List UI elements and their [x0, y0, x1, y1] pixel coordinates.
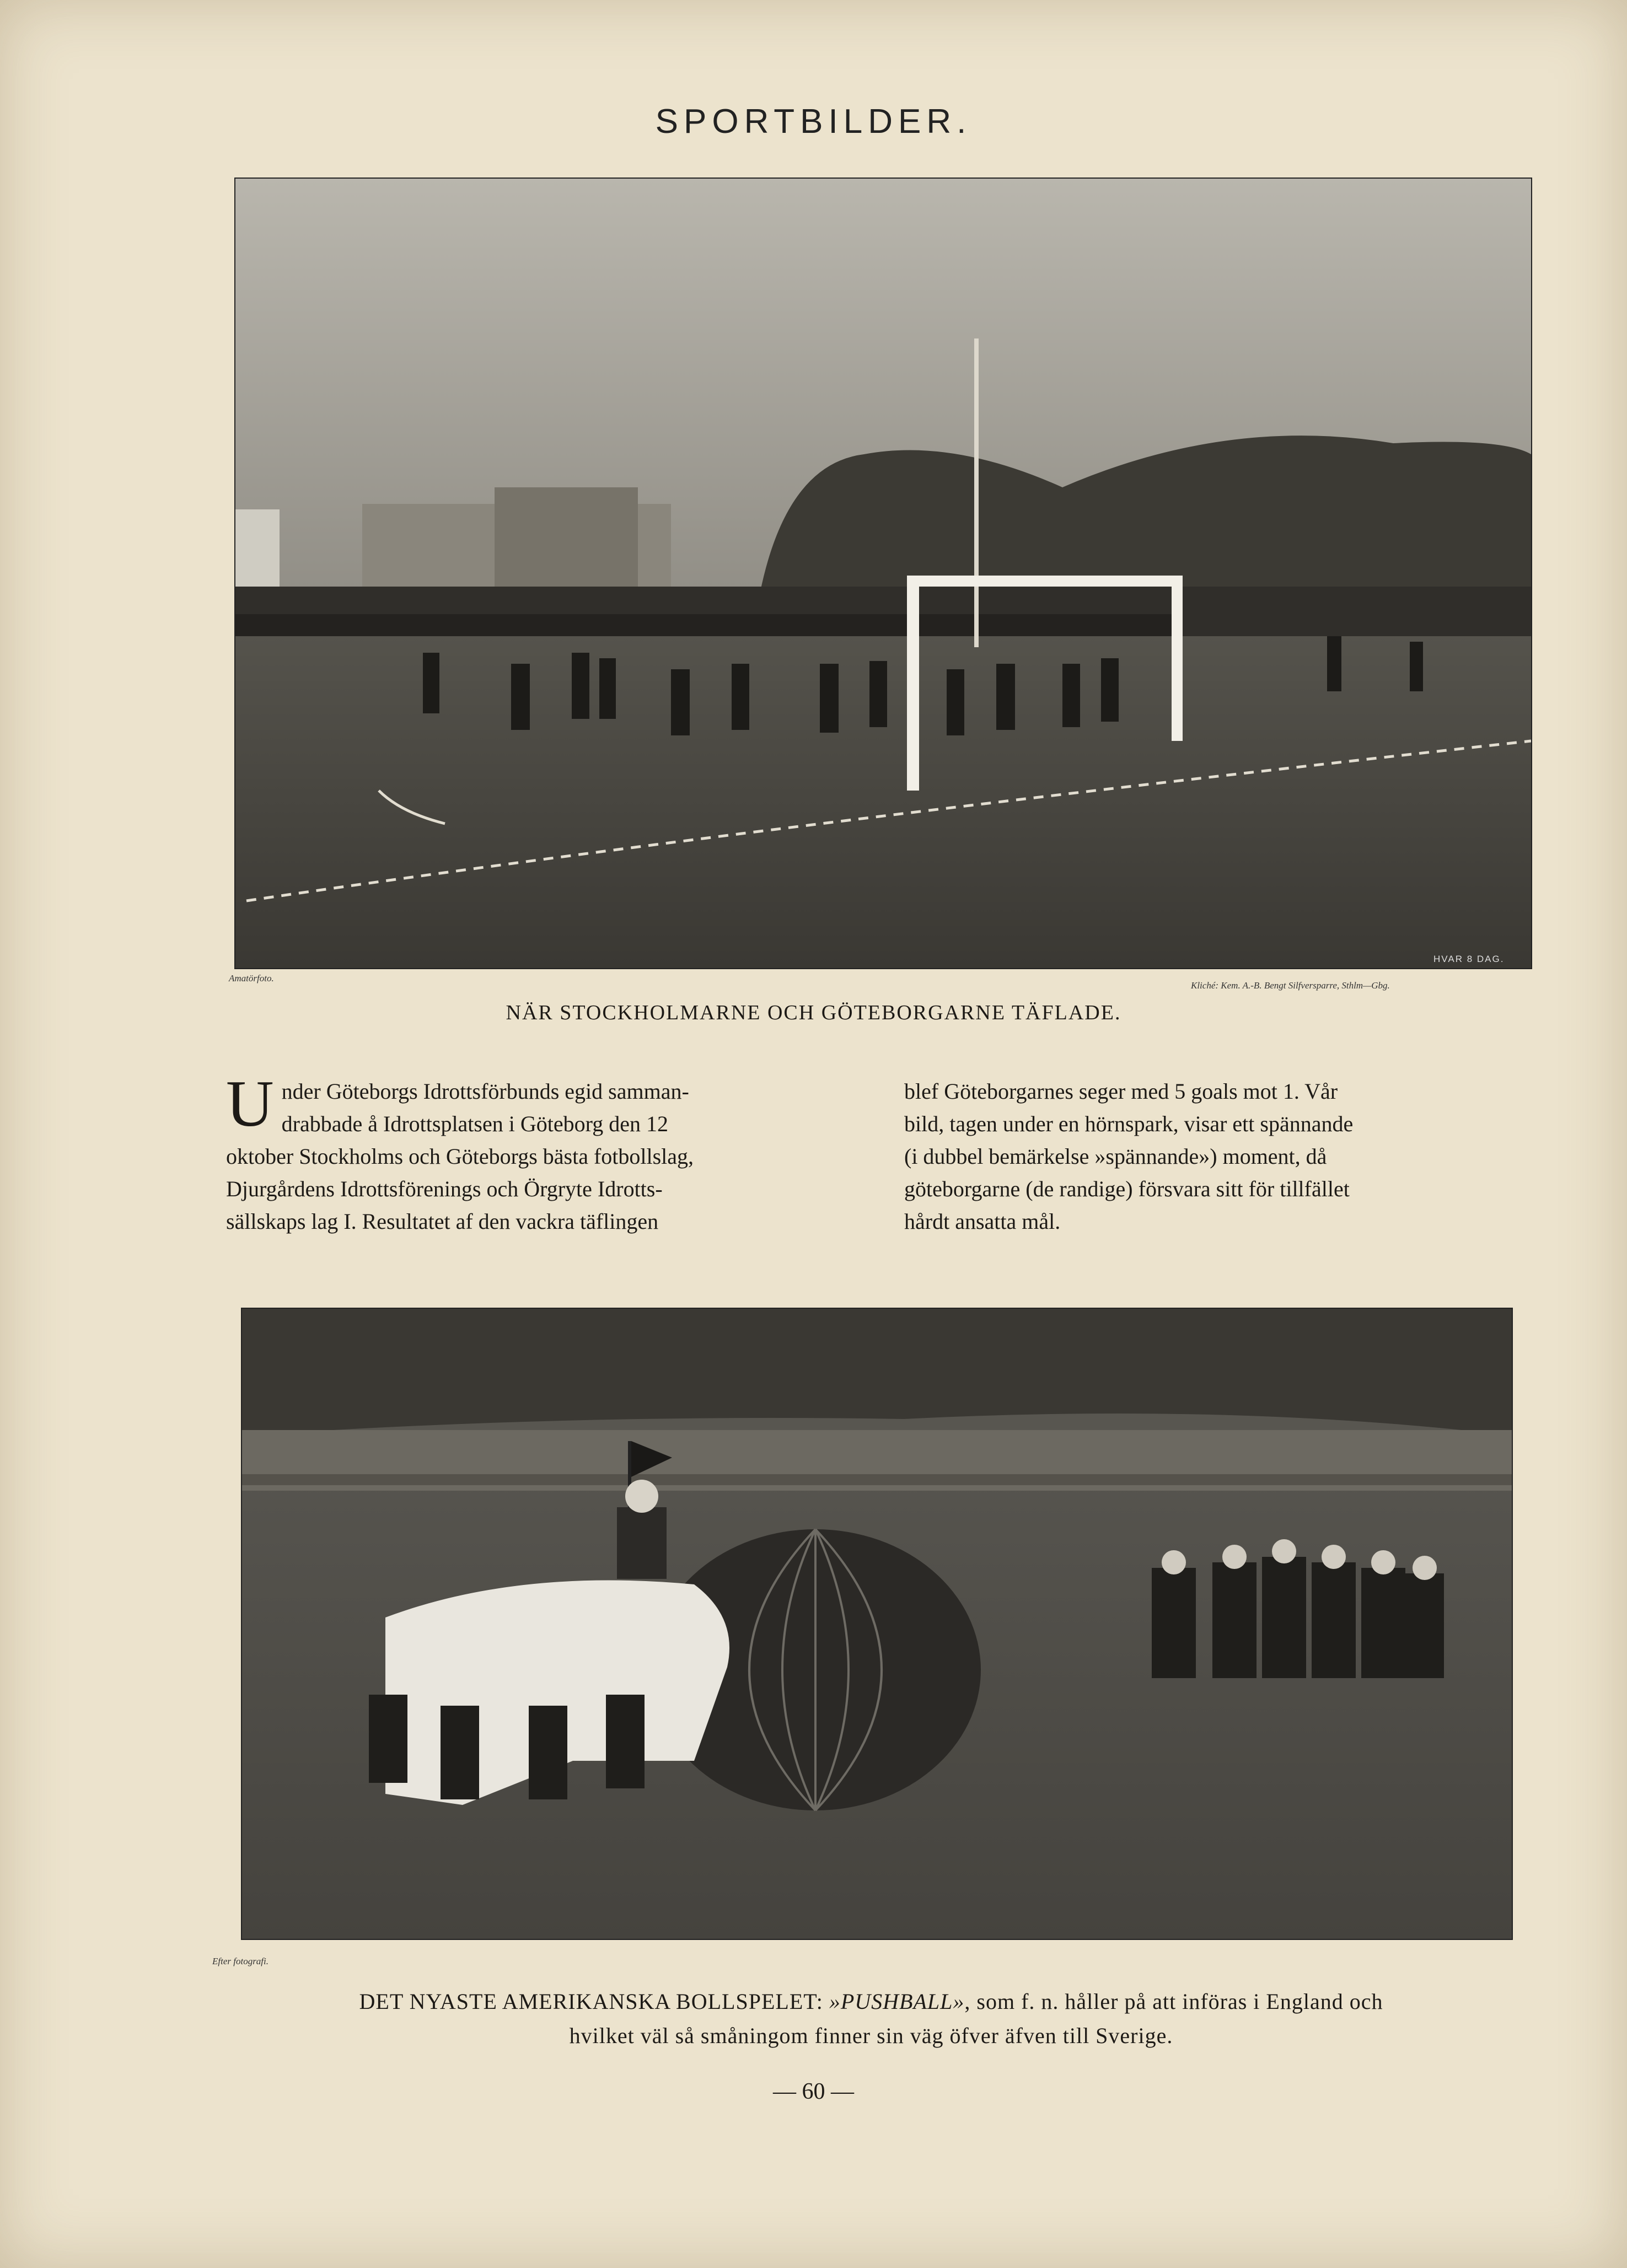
pushball-photo-caption — [210, 1985, 1533, 2053]
caption-pushball-term: »PUSHBALL» — [829, 1989, 965, 2014]
football-match-photo — [234, 178, 1532, 969]
article-line: hårdt ansatta mål. — [904, 1209, 1061, 1234]
drop-cap: U — [226, 1067, 274, 1140]
article-line: göteborgarne (de randige) försvara sitt för tillfället — [904, 1176, 1350, 1201]
football-match-image — [235, 179, 1531, 968]
page-number: — 60 — — [773, 2079, 854, 2104]
article-line: (i dubbel bemärkelse »spännande») moment, då — [904, 1144, 1327, 1169]
caption-text: hvilket väl så småningom finner sin väg öfver äfven till Sverige. — [569, 2023, 1173, 2048]
article-right-column — [904, 1075, 1530, 1238]
article-line: blef Göteborgarnes seger med 5 goals mot 1. Vår — [904, 1079, 1338, 1104]
article-line: sällskaps lag I. Resultatet af den vackra täflingen — [226, 1209, 659, 1234]
pushball-image — [242, 1309, 1512, 1939]
caption-text: DET NYASTE AMERIKANSKA BOLLSPELET: — [359, 1989, 829, 2014]
caption-text: , som f. n. håller på att införas i England och — [964, 1989, 1383, 2014]
photo-credit-cliche: Kliché: Kem. A.-B. Bengt Silfversparre, Sthlm—Gbg. — [1191, 980, 1390, 991]
pushball-photo — [241, 1308, 1513, 1940]
article-line: nder Göteborgs Idrottsförbunds egid samman- — [281, 1079, 689, 1104]
photo-credit-fotografi: Efter fotografi. — [212, 1956, 269, 1966]
photo-credit-amateur: Amatörfoto. — [229, 973, 274, 983]
article-line: Djurgårdens Idrottsförenings och Örgryte Idrotts- — [226, 1176, 663, 1201]
article-left-column — [226, 1067, 852, 1238]
article-line: oktober Stockholms och Göteborgs bästa fotbollslag, — [226, 1144, 694, 1169]
article-line: drabbade å Idrottsplatsen i Göteborg den 12 — [281, 1111, 668, 1136]
football-photo-caption: NÄR STOCKHOLMARNE OCH GÖTEBORGARNE TÄFLADE. — [506, 1001, 1121, 1024]
page-title: SPORTBILDER. — [655, 103, 972, 141]
publication-stamp: HVAR 8 DAG. — [1433, 954, 1505, 964]
article-line: bild, tagen under en hörnspark, visar ett spännande — [904, 1111, 1354, 1136]
